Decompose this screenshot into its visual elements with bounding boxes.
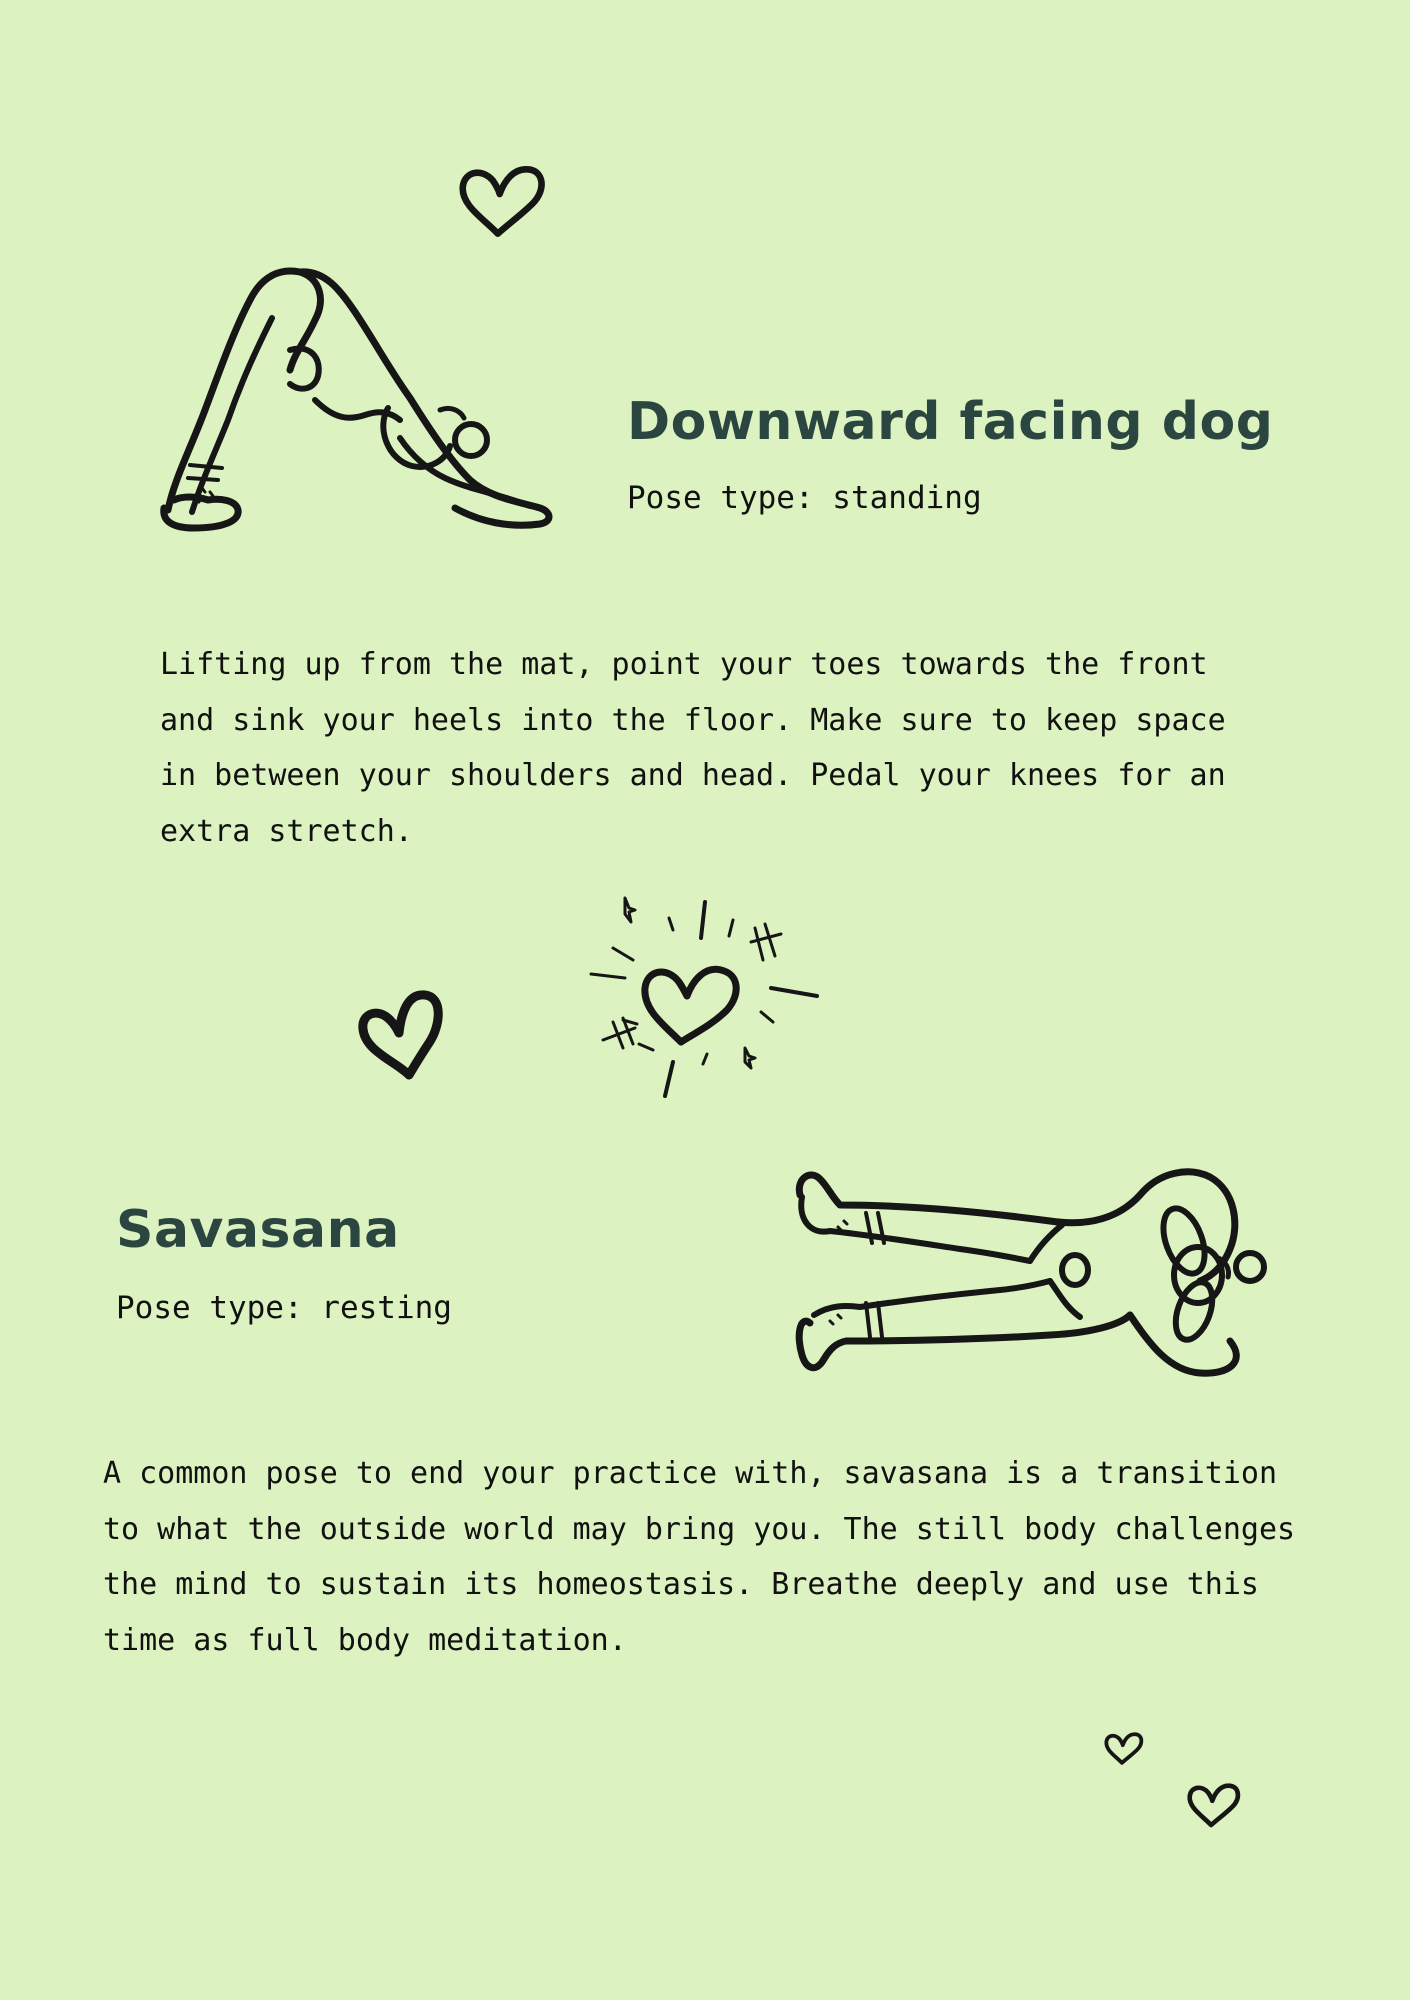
pose-title: Savasana xyxy=(116,1200,400,1260)
pose-description: Lifting up from the mat, point your toes towards the front and sink your heels into the floor. Make sure to keep space in between your shoulders and head. Pedal your knees for an extra stretch. xyxy=(160,647,1226,849)
heart-icon xyxy=(1185,1780,1243,1832)
heart-icon xyxy=(1103,1730,1145,1768)
heart-icon xyxy=(455,160,550,245)
savasana-figure-icon xyxy=(790,1165,1270,1380)
heart-icon xyxy=(355,985,445,1085)
sparkle-heart-icon xyxy=(585,890,825,1110)
downward-dog-figure-icon xyxy=(150,260,550,540)
pose-description: A common pose to end your practice with, savasana is a transition to what the outside world may bring you. The still body challenges the mind to sustain its homeostasis. Breathe deeply and use this time as full body meditation. xyxy=(103,1456,1296,1658)
pose-type: Pose type: standing xyxy=(627,480,982,516)
pose-type: Pose type: resting xyxy=(116,1290,452,1326)
pose-title: Downward facing dog xyxy=(627,392,1274,452)
